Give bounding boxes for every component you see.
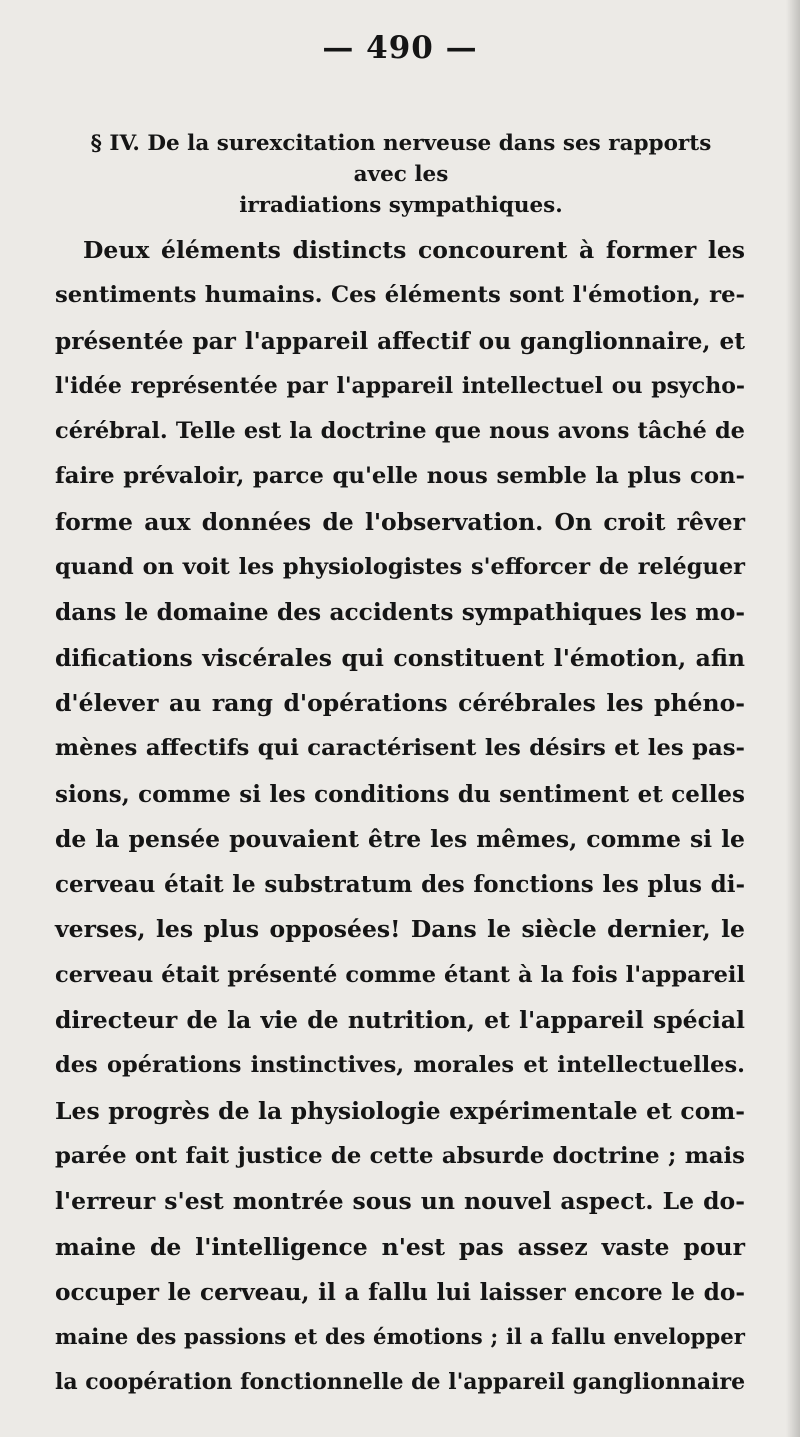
section-title-part-1: De la surexcitation nerveuse dans ses rapports avec les [147, 131, 712, 187]
text-line: Les progrès de la physiologie expérimentale et com- [55, 1096, 745, 1125]
text-line: mènes affectifs qui caractérisent les désirs et les pas- [55, 735, 745, 762]
section-title-part-2: irradiations sympathiques. [239, 193, 563, 218]
text-line: faire prévaloir, parce qu'elle nous semble la plus con- [55, 463, 745, 490]
text-line: directeur de la vie de nutrition, et l'appareil spécial [55, 1006, 745, 1035]
page-number: — 490 — [322, 30, 478, 66]
section-heading [66, 128, 736, 221]
text-line: des opérations instinctives, morales et intellectuelles. [55, 1052, 745, 1079]
text-line: maine de l'intelligence n'est pas assez vaste pour [55, 1232, 745, 1261]
text-line: verses, les plus opposées! Dans le siècle dernier, le [55, 915, 745, 944]
section-number: § IV. [90, 131, 140, 156]
text-line: l'idée représentée par l'appareil intellectuel ou psycho- [55, 372, 745, 399]
text-line: d'élever au rang d'opérations cérébrales les phéno- [55, 688, 745, 717]
text-line: parée ont fait justice de cette absurde doctrine ; mais [55, 1142, 745, 1169]
text-line: présentée par l'appareil affectif ou ganglionnaire, et [55, 327, 745, 355]
text-line: l'erreur s'est montrée sous un nouvel aspect. Le do- [55, 1187, 745, 1216]
text-line: difications viscérales qui constituent l'émotion, afin [55, 643, 745, 672]
section-heading-line-1 [66, 128, 736, 190]
text-line: cerveau était le substratum des fonctions les plus di- [55, 871, 745, 899]
body-paragraph [55, 228, 745, 1406]
text-line: occuper le cerveau, il a fallu lui laisser encore le do- [55, 1278, 745, 1306]
text-line: dans le domaine des accidents sympathiques les mo- [55, 599, 745, 627]
text-line: cerveau était présenté comme étant à la fois l'appareil [55, 961, 745, 988]
text-line: sentiments humains. Ces éléments sont l'émotion, re- [55, 282, 745, 309]
text-line: quand on voit les physiologistes s'efforcer de reléguer [55, 554, 745, 581]
text-line: de la pensée pouvaient être les mêmes, comme si le [55, 824, 745, 853]
text-line: la coopération fonctionnelle de l'appareil ganglionnaire [55, 1369, 746, 1396]
text-line: cérébral. Telle est la doctrine que nous avons tâché de [55, 418, 745, 445]
text-line: sions, comme si les conditions du sentiment et celles [55, 780, 745, 808]
text-line: forme aux données de l'observation. On croit rêver [55, 507, 745, 536]
text-line: maine des passions et des émotions ; il a fallu envelopper [55, 1325, 745, 1351]
text-line: Deux éléments distincts concourent à former les [83, 236, 745, 264]
